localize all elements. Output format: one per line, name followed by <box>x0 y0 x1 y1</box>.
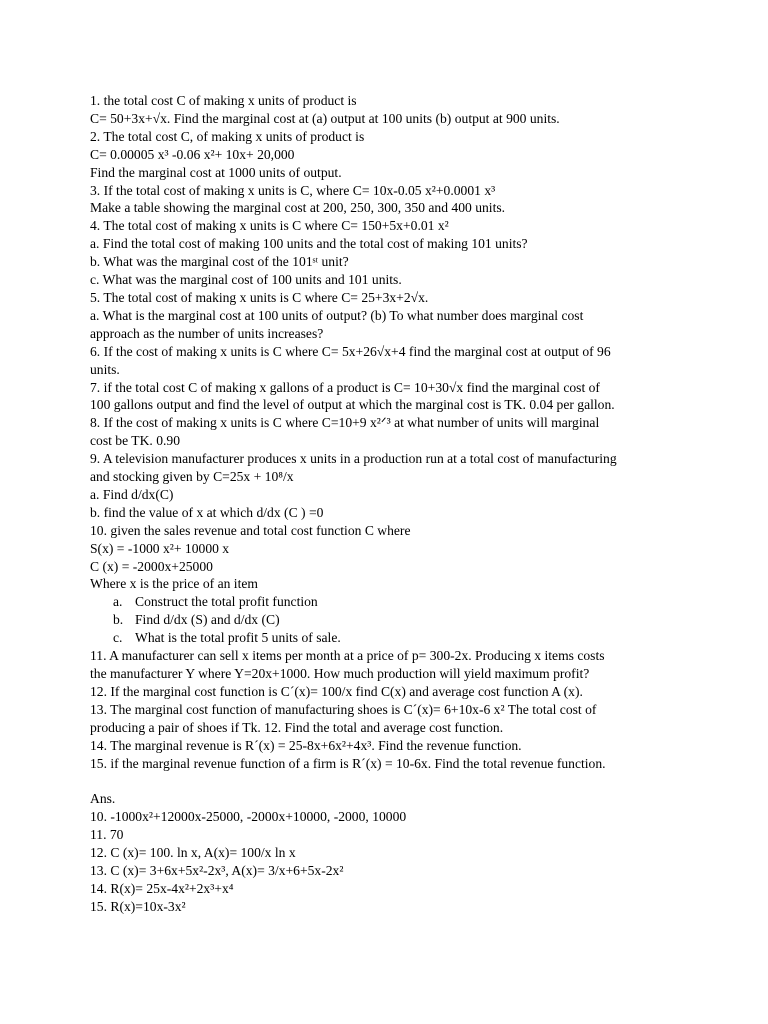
text-line: 9. A television manufacturer produces x units in a production run at a total cost of manufacturing <box>90 451 617 467</box>
text-line: 6. If the cost of making x units is C where C= 5x+26√x+4 find the marginal cost at output of 96 <box>90 343 611 359</box>
text-line: 3. If the total cost of making x units is C, where C= 10x-0.05 x²+0.0001 x³ <box>90 182 496 198</box>
answer-line: 12. C (x)= 100. ln x, A(x)= 100/x ln x <box>90 845 296 861</box>
answer-line: 11. 70 <box>90 827 124 843</box>
answer-line: 15. R(x)=10x-3x² <box>90 898 186 914</box>
text-line: 1. the total cost C of making x units of product is <box>90 93 357 108</box>
text-line: 13. The marginal cost function of manufacturing shoes is C´(x)= 6+10x-6 x² The total cost of <box>90 701 597 717</box>
text-line: approach as the number of units increases? <box>90 325 324 341</box>
text-line: 5. The total cost of making x units is C where C= 25+3x+2√x. <box>90 289 429 305</box>
text-line: 8. If the cost of making x units is C where C=10+9 x²ᐟ³ at what number of units will marginal <box>90 415 600 431</box>
question-10-sublist <box>90 593 690 647</box>
sublist-item <box>90 611 690 629</box>
text-line: a. Find the total cost of making 100 units and the total cost of making 101 units? <box>90 236 528 252</box>
sublist-label: b. <box>113 612 124 628</box>
answers-heading: Ans. <box>90 791 116 807</box>
text-line: C (x) = -2000x+25000 <box>90 558 213 574</box>
sublist-text: Construct the total profit function <box>135 594 318 610</box>
worksheet-document <box>90 92 690 916</box>
text-line: and stocking given by C=25x + 10⁸/x <box>90 469 294 485</box>
text-line: 10. given the sales revenue and total cost function C where <box>90 522 411 538</box>
text-line: C= 50+3x+√x. Find the marginal cost at (a) output at 100 units (b) output at 900 units. <box>90 110 560 126</box>
sublist-label: c. <box>113 630 123 646</box>
text-line: b. find the value of x at which d/dx (C ) =0 <box>90 504 324 520</box>
text-line: Find the marginal cost at 1000 units of output. <box>90 164 342 180</box>
sublist-item <box>90 629 690 647</box>
text-line: cost be TK. 0.90 <box>90 433 180 449</box>
text-line: 4. The total cost of making x units is C where C= 150+5x+0.01 x² <box>90 218 449 234</box>
sublist-item <box>90 593 690 611</box>
answer-line: 10. -1000x²+12000x-25000, -2000x+10000, -2000, 10000 <box>90 809 407 825</box>
text-line: a. What is the marginal cost at 100 units of output? (b) To what number does marginal cost <box>90 307 584 323</box>
text-line: c. What was the marginal cost of 100 units and 101 units. <box>90 272 402 288</box>
text-line: 100 gallons output and find the level of output at which the marginal cost is TK. 0.04 per gallon. <box>90 397 615 413</box>
text-line: 7. if the total cost C of making x gallons of a product is C= 10+30√x find the marginal cost of <box>90 379 600 395</box>
answers-block <box>90 790 690 915</box>
sublist-text: What is the total profit 5 units of sale. <box>135 630 341 646</box>
questions-block-1 <box>90 92 690 593</box>
text-line: 12. If the marginal cost function is C´(x)= 100/x find C(x) and average cost function A (x). <box>90 683 583 699</box>
text-line: b. What was the marginal cost of the 101ˢᵗ unit? <box>90 254 349 270</box>
text-line: units. <box>90 361 120 377</box>
text-line: a. Find d/dx(C) <box>90 486 174 502</box>
text-line: Where x is the price of an item <box>90 576 258 592</box>
sublist-label: a. <box>113 594 123 610</box>
text-line: 15. if the marginal revenue function of a firm is R´(x) = 10-6x. Find the total revenue function. <box>90 755 606 771</box>
text-line: 14. The marginal revenue is R´(x) = 25-8x+6x²+4x³. Find the revenue function. <box>90 737 522 753</box>
text-line: 2. The total cost C, of making x units of product is <box>90 128 365 144</box>
text-line: the manufacturer Y where Y=20x+1000. How much production will yield maximum profit? <box>90 666 590 681</box>
blank-spacer <box>90 772 690 790</box>
answer-line: 14. R(x)= 25x-4x²+2x³+x⁴ <box>90 880 234 896</box>
text-line: producing a pair of shoes if Tk. 12. Find the total and average cost function. <box>90 719 504 735</box>
text-line: C= 0.00005 x³ -0.06 x²+ 10x+ 20,000 <box>90 146 295 162</box>
sublist-text: Find d/dx (S) and d/dx (C) <box>135 612 280 628</box>
text-line: S(x) = -1000 x²+ 10000 x <box>90 540 230 556</box>
text-line: 11. A manufacturer can sell x items per month at a price of p= 300-2x. Producing x items costs <box>90 648 605 664</box>
questions-block-2 <box>90 647 690 772</box>
text-line: Make a table showing the marginal cost at 200, 250, 300, 350 and 400 units. <box>90 200 506 216</box>
answer-line: 13. C (x)= 3+6x+5x²-2x³, A(x)= 3/x+6+5x-2x² <box>90 862 344 878</box>
